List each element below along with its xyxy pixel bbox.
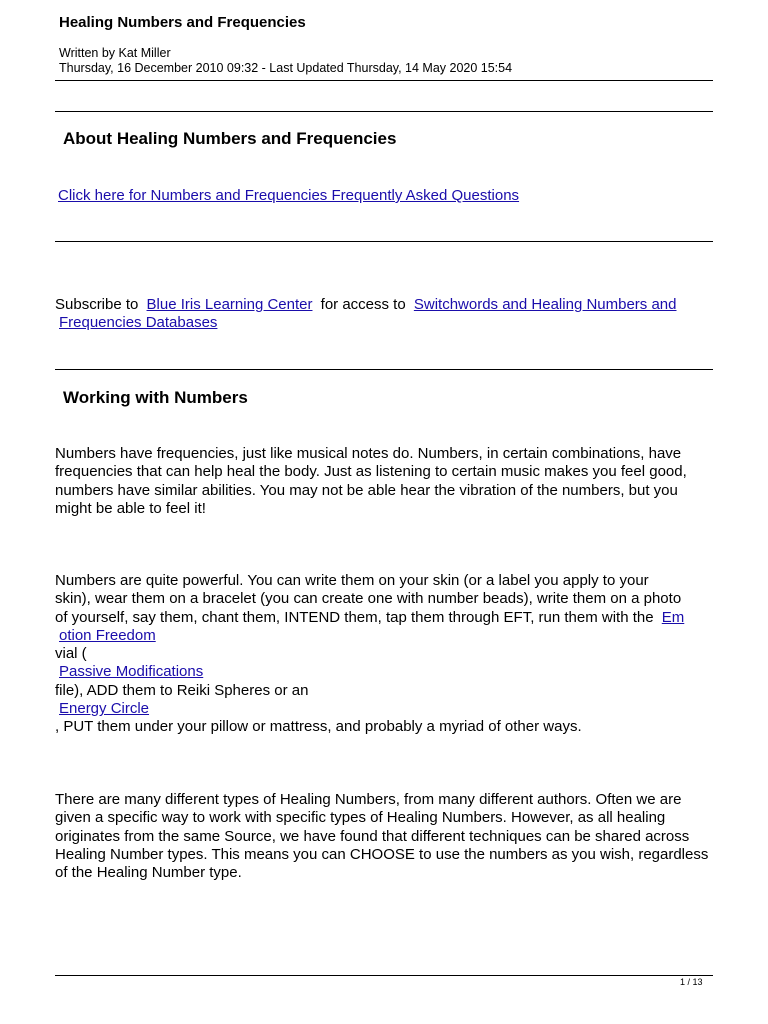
paragraph-line: Numbers are quite powerful. You can write them on your skin (or a label you apply to your — [55, 572, 649, 589]
paragraph-line: skin), wear them on a bracelet (you can create one with number beads), write them on a photo — [55, 590, 682, 608]
subscribe-text-2: for access to — [316, 296, 410, 313]
databases-link[interactable]: Switchwords and Healing Numbers and — [413, 296, 677, 313]
text-vial: vial ( — [55, 645, 87, 663]
databases-link-continued[interactable]: Frequencies Databases — [59, 314, 218, 332]
subscribe-paragraph — [55, 296, 715, 333]
document-header-title: Healing Numbers and Frequencies — [59, 14, 306, 31]
text-put: , PUT them under your pillow or mattress, and probably a myriad of other ways. — [55, 718, 582, 736]
footer-divider — [55, 975, 713, 976]
author-line: Written by Kat Miller — [59, 46, 171, 60]
date-line: Thursday, 16 December 2010 09:32 - Last Updated Thursday, 14 May 2020 15:54 — [59, 61, 513, 75]
paragraph-types: There are many different types of Healing Numbers, from many different authors. Often we are given a specific way to work with specific types of Healing Numbers. However, as all healing originates from the same Source, we have found that different techniques can be shared across Healing Number types. This means you can CHOOSE to use the numbers as you wish, regardless of the Healing Number type. — [55, 791, 709, 882]
paragraph-frequencies: Numbers have frequencies, just like musical notes do. Numbers, in certain combinations, have frequencies that can help heal the body. Just as listening to certain music makes you feel good, numbers have similar abilities. You may not be able hear the vibration of the numbers, but you might be able to feel it! — [55, 445, 687, 517]
faq-link[interactable]: Click here for Numbers and Frequencies Frequently Asked Questions — [58, 187, 520, 204]
text-file: file), ADD them to Reiki Spheres or an — [55, 681, 309, 699]
blue-iris-link[interactable]: Blue Iris Learning Center — [146, 296, 313, 313]
header-divider — [55, 80, 713, 81]
emotion-freedom-link-continued[interactable]: otion Freedom — [59, 626, 156, 644]
paragraph-powerful — [55, 572, 723, 737]
faq-link-container — [58, 187, 519, 205]
emotion-freedom-link[interactable]: Em — [661, 608, 685, 626]
energy-circle-link[interactable]: Energy Circle — [59, 700, 150, 718]
passive-modifications-link[interactable]: Passive Modifications — [59, 663, 204, 681]
subscribe-text: Subscribe to — [55, 296, 143, 313]
paragraph-line: of yourself, say them, chant them, INTEND them, tap them through EFT, run them with the — [55, 608, 658, 626]
section-heading-working: Working with Numbers — [63, 388, 248, 407]
section-heading-about: About Healing Numbers and Frequencies — [63, 129, 397, 148]
section-divider — [55, 111, 713, 112]
page-number: 1 / 13 — [680, 977, 703, 987]
section-divider — [55, 241, 713, 242]
document-meta — [59, 46, 512, 76]
section-divider — [55, 369, 713, 370]
